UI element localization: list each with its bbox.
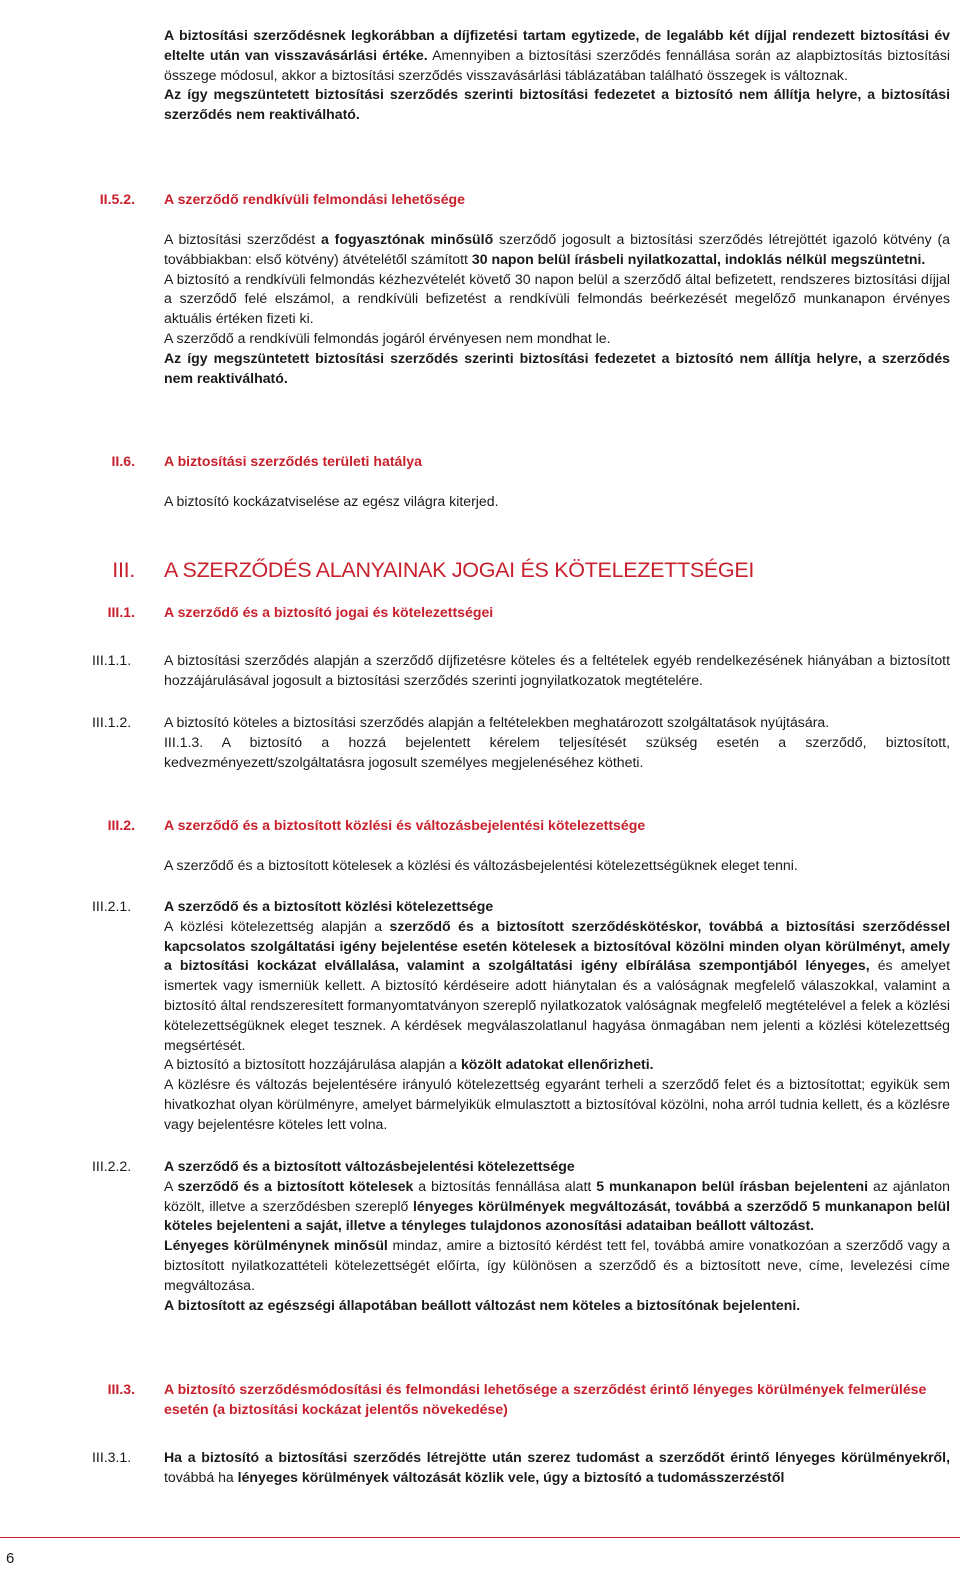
text-run-bold: szerződő és a biztosított szerződéskötéskor, továbbá a biztosítási szerződéssel kapcsolatos szolgáltatási igény bejelentése esetén kötelesek a biztosítóval közölni minden olyan körülményt, amely a biztosítási kockázat elvállalása, valamint a szolgáltatási igény elbírálása szempontjából lényeges, [164,917,950,974]
text-run-bold: a fogyasztónak minősülő [320,231,494,247]
text-run-bold: 5 munkanapon belül írásban bejelenteni [596,1177,869,1194]
section-title-3-2: A szerződő és a biztosított közlési és változásbejelentési kötelezettsége [164,817,646,833]
text-run: az ajánlaton közölt, illetve a szerződésben szereplő [164,1177,950,1214]
section-title-2-5-2: A szerződő rendkívüli felmondási lehetősége [164,191,465,207]
intro-bold-1: A biztosítási szerződésnek legkorábban a díjfizetési tartam egytizede, de legalább két díjjal rendezett biztosítási év eltelte után van visszavásárlási értéke. [164,27,950,63]
paragraph-text: A biztosító köteles a biztosítási szerződés alapján a feltételekben meghatározott szolgáltatások nyújtására. [164,714,830,730]
text-run-bold: közölt adatokat ellenőrizheti. [460,1056,654,1073]
section-number-3-2-1: III.2.1. [92,898,132,914]
paragraph-text: A szerződő a rendkívüli felmondás jogáról érvényesen nem mondhat le. [164,329,611,346]
section-body-2-5-2 [164,230,950,388]
section-number-3-3-1: III.3.1. [92,1449,132,1465]
section-number-3-1: III.1. [107,604,135,620]
text-run: a biztosítás fennállása alatt [413,1177,597,1194]
section-title-3-1: A szerződő és a biztosító jogai és kötelezettségei [164,604,494,620]
section-body-3-1-1: A biztosítási szerződés alapján a szerződő díjfizetésre köteles és a feltételek egyéb rendelkezésének hiányában a biztosított hozzájárulásával jogosult a biztosítási szerződés szerinti jognyilatkozatok megtételére. [164,652,950,688]
section-title-2-6: A biztosítási szerződés területi hatálya [164,453,422,469]
text-run-bold: 30 napon belül írásbeli nyilatkozattal, indoklás nélkül megszüntetni. [471,250,926,267]
text-run-bold: lényeges körülmények megváltozását, továbbá a szerződő 5 munkanapon belül köteles bejelenteni a saját, illetve a tényleges tulajdonos azonosítási adataiban beállott változást. [164,1197,951,1234]
text-run: A biztosító a biztosított hozzájárulása alapján a [164,1056,461,1073]
text-run: és amelyet ismertek vagy ismerniük kellett. A biztosító kérdéseire adott hiánytalan és a valóságnak megfelelő válaszokkal, valamint a biztosító által rendszeresített formanyomtatványon szereplő nyilatkozatok valóságnak megfelelő megtételével a felek a közlési kötelezettségüknek eleget tesznek. A kérdések megválaszolatlanul hagyása önmagában nem jelenti a közlési kötelezettség megsértését. [164,957,950,1053]
footer-divider [0,1537,960,1538]
paragraph-text: A biztosító a rendkívüli felmondás kézhezvételét követő 30 napon belül a szerződő által befizetett, rendszeres biztosítási díjjal a szerződő felé elszámol, a rendkívüli befizetést a rendkívüli felmondás beérkezését megelőző munkanapon érvényes aktuális értéken fizeti ki. [164,270,950,327]
page-number: 6 [6,1550,15,1567]
text-run: A közlési kötelezettség alapján a [164,917,390,934]
text-run-bold: szerződő és a biztosított kötelesek [177,1177,414,1194]
section-number-3-1-1: III.1.1. [92,652,132,668]
section-number-3-2-2: III.2.2. [92,1158,132,1174]
section-number-3-3: III.3. [107,1381,135,1397]
text-run-bold: Ha a biztosító a biztosítási szerződés létrejötte után szerez tudomást a szerződőt érintő lényeges körülményekről, [164,1449,950,1465]
chapter-number-3: III. [112,558,135,582]
section-body-3-2-2 [164,1157,950,1315]
intro-text-1: Amennyiben a biztosítási szerződés fennállása során az alapbiztosítás biztosítási összege módosul, akkor a biztosítási szerződés visszavásárlási táblázatában található összegek is változnak. [164,46,950,83]
paragraph-text: A közlésre és változás bejelentésére irányuló kötelezettség egyaránt terheli a szerződő felet és a biztosítottat; egyikük sem hivatkozhat olyan körülményre, amelyet bármelyikük elmulasztott a biztosítóval közölni, noha arról tudnia kellett, és a közlésre vagy bejelentésre köteles lett volna. [164,1076,950,1132]
section-number-3-1-2: III.1.2. [92,714,132,730]
text-run-bold: Lényeges körülménynek minősül [164,1237,388,1254]
paragraph-text-bold: Az így megszüntetett biztosítási szerződés szerinti biztosítási fedezetet a biztosító nem állítja helyre, a szerződés nem reaktiválható. [164,349,950,386]
text-run-bold: lényeges körülmények változását közlik vele, úgy a biztosító a tudomásszerzéstől [237,1468,785,1485]
subsection-title: A szerződő és a biztosított közlési kötelezettsége [164,898,494,914]
intro-bold-2: Az így megszüntetett biztosítási szerződés szerinti biztosítási fedezetet a biztosító nem állítja helyre, a biztosítási szerződés nem reaktiválható. [164,86,950,123]
text-run: mindaz, amire a biztosító kérdést tett fel, továbbá amire vonatkozóan a szerződő vagy a biztosított nyilatkozattételi kötelezettségét előírta, így különösen a szerződő és a biztosított neve, címe, levelezési címe megváltozása. [164,1237,950,1293]
section-body-3-1-2 [164,713,950,772]
section-number-2-6: II.6. [111,453,135,469]
section-body-3-3-1 [164,1448,950,1488]
section-body-3-2: A szerződő és a biztosított kötelesek a közlési és változásbejelentési kötelezettségüknek eleget tenni. [164,857,798,873]
subsection-title: A szerződő és a biztosított változásbejelentési kötelezettsége [164,1158,575,1174]
section-title-3-3: A biztosító szerződésmódosítási és felmondási lehetősége a szerződést érintő lényeges körülmények felmerülése esetén (a biztosítási kockázat jelentős növekedése) [164,1381,927,1417]
section-body-2-6: A biztosító kockázatviselése az egész világra kiterjed. [164,493,499,509]
section-body-3-2-1 [164,897,950,1135]
chapter-title-3: A SZERZŐDÉS ALANYAINAK JOGAI ÉS KÖTELEZETTSÉGEI [164,558,755,582]
paragraph-text-bold: A biztosított az egészségi állapotában beállott változást nem köteles a biztosítónak bejelenteni. [164,1296,801,1313]
section-number-2-5-2: II.5.2. [99,191,135,207]
paragraph-text: III.1.3. A biztosító a hozzá bejelentett kérelem teljesítését szükség esetén a szerződő, biztosított, kedvezményezett/szolgáltatásra jogosult személyes megjelenéséhez kötheti. [164,733,950,770]
text-run: szerződő jogosult a biztosítási szerződés létrejöttét igazoló kötvény (a továbbiakban: első kötvény) átvételétől számított [164,231,950,267]
text-run: A biztosítási szerződést [164,231,321,247]
text-run: továbbá ha [164,1468,238,1485]
text-run: A [164,1177,178,1194]
intro-paragraph [164,26,950,125]
section-number-3-2: III.2. [107,817,135,833]
